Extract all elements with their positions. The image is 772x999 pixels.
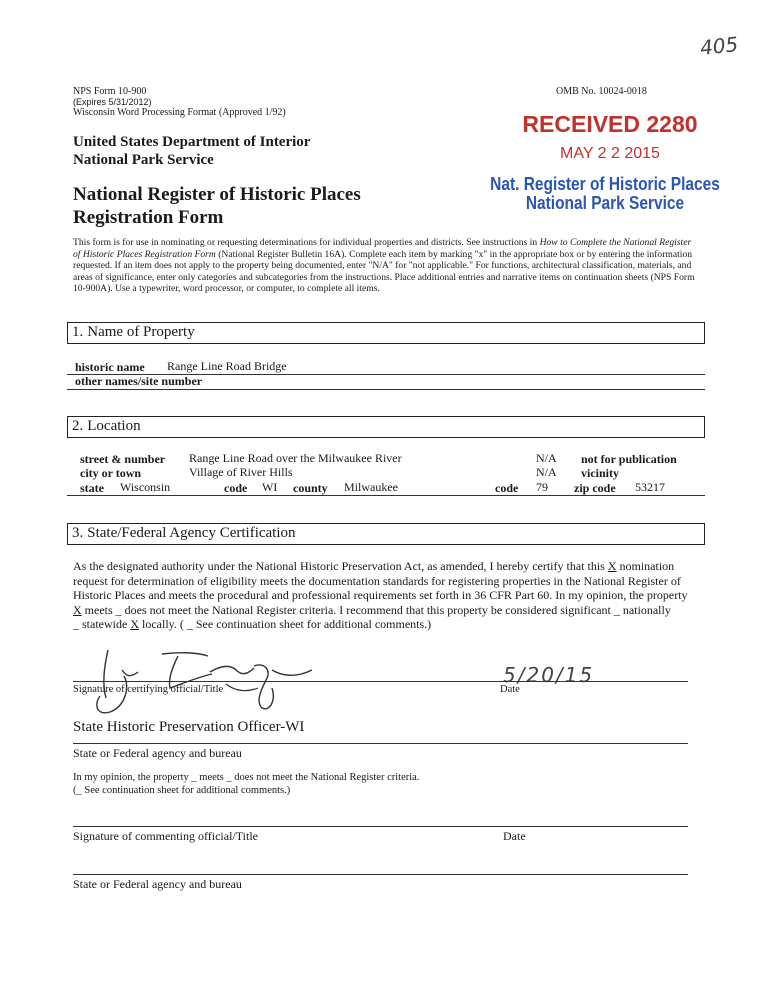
opinion-line-2: (_ See continuation sheet for additional comments.) [73,785,291,796]
state-code-value: WI [262,480,278,494]
section-2-heading: Location [87,418,141,434]
not-for-publication-label: not for publication [581,452,677,466]
historic-name-label: historic name [75,360,145,374]
instructions-text-1: This form is for use in nominating or requesting determinations for individual properties and districts. See instructions in [73,237,540,248]
section-2-number: 2. [72,418,84,434]
city-label: city or town [80,466,142,480]
section-3-heading: State/Federal Agency Certification [87,525,296,541]
nomination-mark: X [607,559,617,573]
certification-statement [73,559,713,632]
state-label: state [80,481,104,495]
state-value: Wisconsin [120,480,171,494]
register-stamp-line2: National Park Service [525,193,685,213]
omb-number: OMB No. 10024-0018 [556,86,647,97]
service-name: National Park Service [73,152,214,168]
form-format: Wisconsin Word Processing Format (Approved 1/92) [73,107,286,118]
historic-name-value: Range Line Road Bridge [167,359,287,373]
county-code-label: code [495,481,519,495]
zip-label: zip code [574,481,616,495]
agency-label-2: State or Federal agency and bureau [73,877,242,891]
signature-line [73,681,688,682]
county-label: county [293,481,328,495]
section-2-header [67,416,705,438]
department-name: United States Department of Interior [73,134,311,150]
cert-line-5: _ statewide X locally. ( _ See continuation sheet for additional comments.) [73,617,432,632]
locally-mark: X [130,617,139,632]
vicinity-label: vicinity [581,466,619,480]
agency-line-2 [73,874,688,875]
state-code-label: code [224,481,248,495]
instructions-bulletin-title: How to Complete the National Register of Historic Places Registration Form [73,237,692,260]
section-1-heading: Name of Property [87,324,195,340]
section-1-number: 1. [72,324,84,340]
commenting-signature-line [73,826,688,827]
street-label: street & number [80,452,166,466]
zip-value: 53217 [635,480,665,494]
other-names-line [67,389,705,390]
cert-line-4: X meets _ does not meet the National Register criteria. I recommend that this property be considered significant _ nationally [73,602,671,617]
form-expiration: (Expires 5/31/2012) [73,97,152,107]
agency-label: State or Federal agency and bureau [73,746,242,760]
opinion-line-1: In my opinion, the property _ meets _ does not meet the National Register criteria. [73,772,420,783]
received-date: MAY 2 2 2015 [560,145,660,162]
form-instructions [73,237,699,295]
form-subtitle: Registration Form [73,207,224,228]
form-title: National Register of Historic Places [73,184,361,205]
city-value: Village of River Hills [189,465,293,479]
agency-line [73,743,688,744]
street-value: Range Line Road over the Milwaukee River [189,451,402,465]
official-title: State Historic Preservation Officer-WI [73,719,305,735]
instructions-text-2: (National Register Bulletin 16A). Complete each item by marking "x" in the appropriate box or by entering the information requested. If an item does not apply to the property being documented, enter "N/A" for "not applicable." For functions, architectural classification, materials, and areas of significance, enter only categories and subcategories from the instructions. Place additional entries and narrative items on continuation sheets (NPS Form 10-900A). Use a typewriter, word processor, or computer, to complete all items. [73,248,695,295]
commenting-signature-label: Signature of commenting official/Title [73,829,258,843]
city-na: N/A [536,465,557,479]
signed-date: 5/20/15 [503,663,595,687]
date-label: Date [500,684,520,695]
county-code-value: 79 [536,480,548,494]
street-na: N/A [536,451,557,465]
cert-line-1: As the designated authority under the National Historic Preservation Act, as amended, I hereby certify that this X nomination [73,559,675,573]
meets-mark: X [73,602,82,617]
section-3-header [67,523,705,545]
location-bottom-line [67,495,705,496]
signature-label: Signature of certifying official/Title [73,684,224,695]
other-names-label: other names/site number [75,374,203,388]
cert-line-2: request for determination of eligibility meets the documentation standards for registering properties in the National Register of [73,573,681,588]
cert-line-3: Historic Places and meets the procedural and professional requirements set forth in 36 CFR Part 60. In my opinion, the property [73,588,688,603]
county-value: Milwaukee [344,480,398,494]
section-3-number: 3. [72,525,84,541]
section-1-header [67,322,705,344]
register-stamp-line1: Nat. Register of Historic Places [490,174,720,194]
commenting-date-label: Date [503,829,526,843]
official-signature [86,640,326,718]
form-number: NPS Form 10-900 [73,86,147,97]
opinion-statement [73,771,419,797]
corner-handwritten-number: 405 [698,32,740,60]
received-stamp: RECEIVED 2280 [522,111,698,137]
